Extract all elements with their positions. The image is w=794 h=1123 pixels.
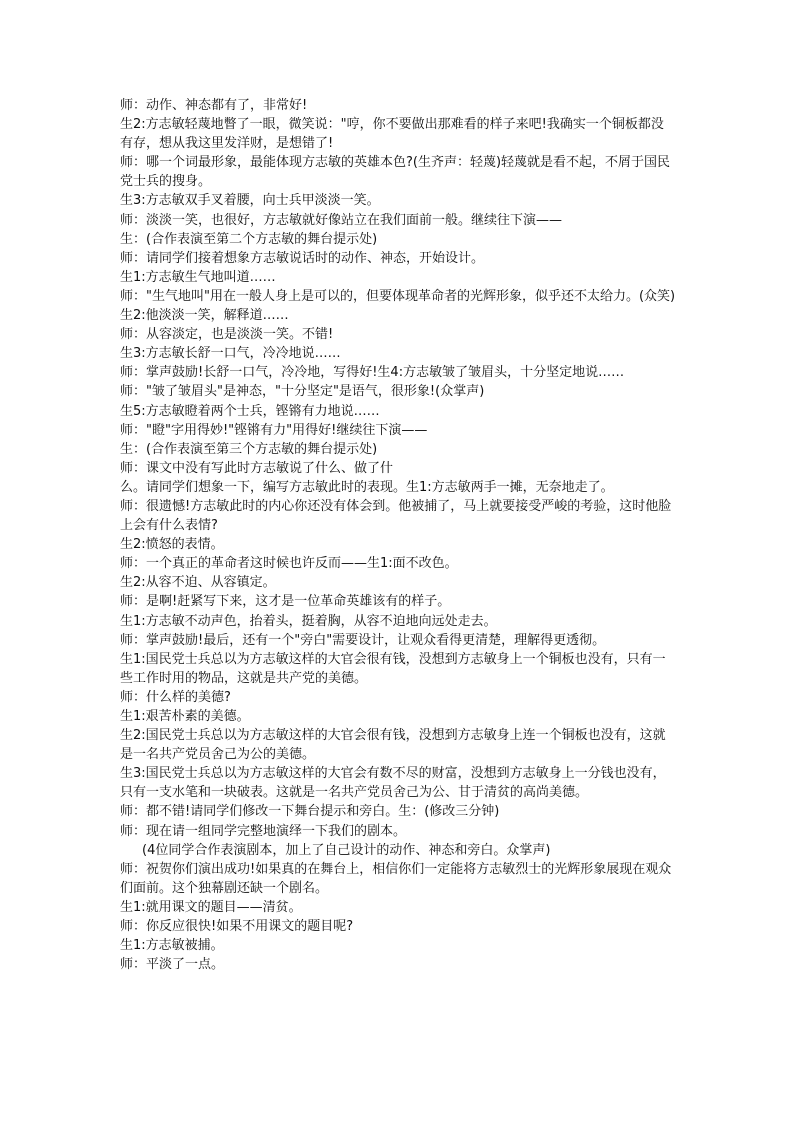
paragraph: 师："瞪"字用得妙!"铿锵有力"用得好!继续往下演——: [120, 422, 428, 438]
paragraph: 生2:方志敏轻蔑地瞥了一眼，微笑说："哼，你不要做出那难看的样子来吧!我确实一个铜板都没有存，想从我这里发洋财，是想错了!: [120, 117, 664, 152]
paragraph: 生：(合作表演至第三个方志敏的舞台提示处): [120, 441, 378, 457]
paragraph: 师：现在请一组同学完整地演绎一下我们的剧本。: [120, 823, 407, 839]
paragraph: 师：掌声鼓励!长舒一口气，冷冷地，写得好!生4:方志敏皱了皱眉头，十分坚定地说……: [120, 365, 625, 381]
paragraph: 师："生气地叫"用在一般人身上是可以的，但要体现革命者的光辉形象，似乎还不太给力。(众笑): [120, 288, 676, 304]
paragraph: 师："皱了皱眉头"是神态，"十分坚定"是语气，很形象!(众掌声): [120, 384, 485, 400]
paragraph: 师：都不错!请同学们修改一下舞台提示和旁白。生：(修改三分钟): [120, 804, 500, 820]
document-body: [120, 96, 676, 974]
paragraph: 生1:国民党士兵总以为方志敏这样的大官会很有钱，没想到方志敏身上一个铜板也没有，只有一些工作时用的物品，这就是共产党的美德。: [120, 651, 666, 686]
paragraph: 师：请同学们接着想象方志敏说话时的动作、神态，开始设计。: [120, 250, 485, 266]
paragraph: 生3:国民党士兵总以为方志敏这样的大官会有数不尽的财富，没想到方志敏身上一分钱也没有，只有一支水笔和一块破表。这就是一名共产党员舍己为公、甘于清贫的高尚美德。: [120, 766, 666, 801]
paragraph: 师：很遗憾!方志敏此时的内心你还没有体会到。他被捕了，马上就要接受严峻的考验，这时他脸上会有什么表情?: [120, 498, 672, 534]
paragraph: 生2:从容不迫、从容镇定。: [120, 575, 276, 591]
paragraph: 生2:国民党士兵总以为方志敏这样的大官会很有钱，没想到方志敏身上连一个铜板也没有，这就是一名共产党员舍己为公的美德。: [120, 728, 666, 763]
paragraph: 师：是啊!赶紧写下来，这才是一位革命英雄该有的样子。: [120, 594, 451, 610]
paragraph: 生1:方志敏生气地叫道……: [120, 269, 276, 285]
paragraph: 么。请同学们想象一下，编写方志敏此时的表现。生1:方志敏两手一摊，无奈地走了。: [120, 479, 614, 495]
paragraph: 师：平淡了一点。: [120, 957, 225, 973]
paragraph: 生1:就用课文的题目——清贫。: [120, 899, 302, 915]
paragraph: 生1:方志敏不动声色，抬着头，挺着胸，从容不迫地向远处走去。: [120, 613, 497, 629]
paragraph: 生5:方志敏瞪着两个士兵，铿锵有力地说……: [120, 403, 380, 419]
paragraph: 生3:方志敏长舒一口气，冷冷地说……: [120, 346, 341, 362]
paragraph: 师：从容淡定，也是淡淡一笑。不错!: [120, 327, 334, 343]
paragraph: 师：什么样的美德?: [120, 689, 231, 705]
paragraph: 生1:艰苦朴素的美德。: [120, 709, 250, 724]
paragraph: 师：动作、神态都有了，非常好!: [120, 98, 308, 113]
paragraph: 生2:他淡淡一笑，解释道……: [120, 308, 289, 324]
paragraph: 师：课文中没有写此时方志敏说了什么、做了什: [120, 460, 394, 476]
paragraph: 师：哪一个词最形象，最能体现方志敏的英雄本色?(生齐声：轻蔑)轻蔑就是看不起，不屑于国民党士兵的搜身。: [120, 155, 671, 190]
paragraph: 师：淡淡一笑，也很好，方志敏就好像站立在我们面前一般。继续往下演——: [120, 212, 563, 228]
paragraph: 生1:方志敏被捕。: [120, 938, 224, 954]
paragraph: 生3:方志敏双手叉着腰，向士兵甲淡淡一笑。: [120, 193, 380, 209]
paragraph: 生：(合作表演至第二个方志敏的舞台提示处): [120, 231, 378, 247]
paragraph: 师：一个真正的革命者这时候也许反而——生1:面不改色。: [120, 556, 458, 572]
paragraph-indented: (4位同学合作表演剧本，加上了自己设计的动作、神态和旁白。众掌声): [142, 842, 551, 858]
paragraph: 师：祝贺你们演出成功!如果真的在舞台上，相信你们一定能将方志敏烈士的光辉形象展现在观众们面前。这个独幕剧还缺一个剧名。: [120, 861, 672, 896]
paragraph: 师：掌声鼓励!最后，还有一个"旁白"需要设计，让观众看得更清楚，理解得更透彻。: [120, 632, 606, 648]
paragraph: 师：你反应很快!如果不用课文的题目呢?: [120, 919, 354, 935]
paragraph: 生2:愤怒的表情。: [120, 537, 224, 553]
